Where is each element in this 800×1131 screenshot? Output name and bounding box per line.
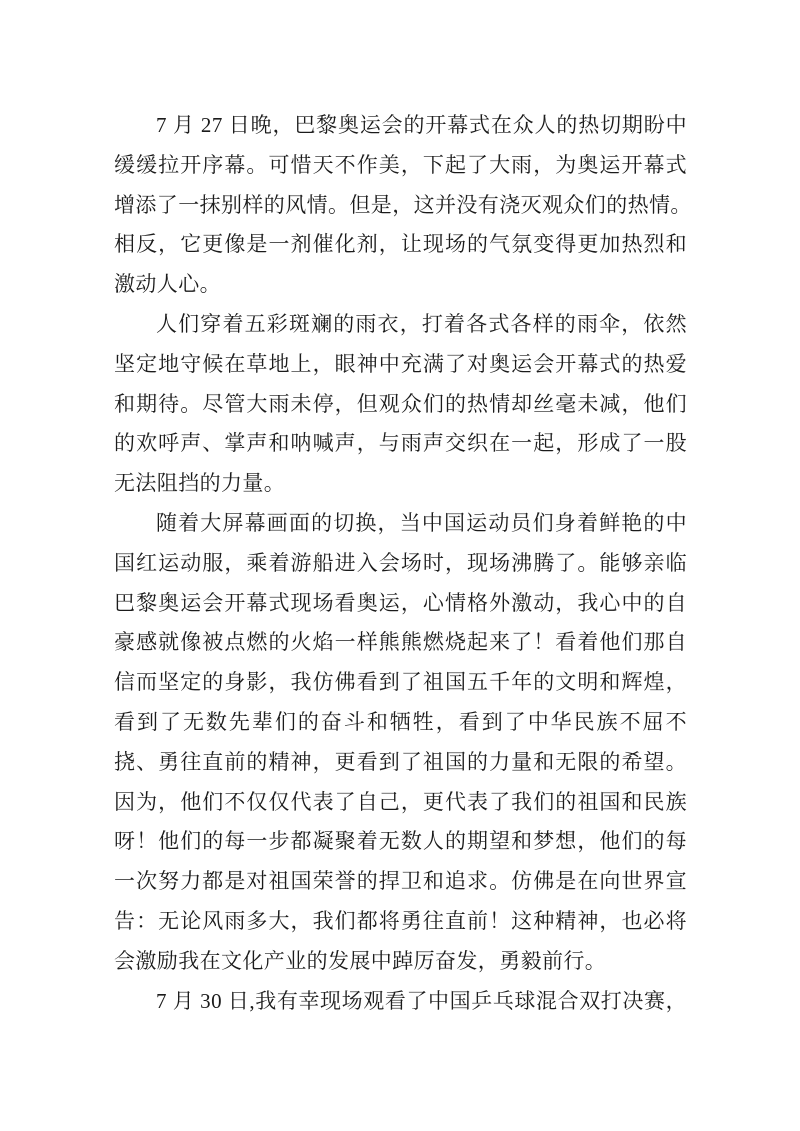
text-line: 和期待。尽管大雨未停，但观众们的热情却丝毫未减，他们	[114, 391, 687, 416]
text-line: 呀！他们的每一步都凝聚着无数人的期望和梦想，他们的每	[114, 829, 687, 854]
paragraph	[114, 982, 687, 1022]
text-line: 缓缓拉开序幕。可惜天不作美，下起了大雨，为奥运开幕式	[114, 152, 687, 177]
text-line: 豪感就像被点燃的火焰一样熊熊燃烧起来了！看着他们那自	[114, 630, 687, 655]
text-line: 会激励我在文化产业的发展中踔厉奋发，勇毅前行。	[114, 948, 607, 973]
text-line: 告：无论风雨多大，我们都将勇往直前！这种精神，也必将	[114, 908, 687, 933]
paragraph	[114, 504, 687, 982]
text-line: 随着大屏幕画面的切换，当中国运动员们身着鲜艳的中	[156, 510, 687, 535]
text-line: 看到了无数先辈们的奋斗和牺牲，看到了中华民族不屈不	[114, 709, 687, 734]
text-line: 国红运动服，乘着游船进入会场时，现场沸腾了。能够亲临	[114, 550, 687, 575]
paragraph	[114, 305, 687, 504]
text-line: 挠、勇往直前的精神，更看到了祖国的力量和无限的希望。	[114, 749, 687, 774]
text-line: 无法阻挡的力量。	[114, 471, 286, 496]
paragraph	[114, 106, 692, 305]
text-line: 7 月 27 日晚，巴黎奥运会的开幕式在众人的热切期盼中	[156, 113, 687, 137]
text-line: 人们穿着五彩斑斓的雨衣，打着各式各样的雨伞，依然	[156, 311, 687, 336]
text-line: 信而坚定的身影，我仿佛看到了祖国五千年的文明和辉煌，	[114, 670, 687, 695]
text-line: 增添了一抹别样的风情。但是，这并没有浇灭观众们的热情。	[114, 192, 692, 217]
text-line: 7 月 30 日,我有幸现场观看了中国乒乓球混合双打决赛，	[156, 988, 687, 1013]
text-line: 坚定地守候在草地上，眼神中充满了对奥运会开幕式的热爱	[114, 351, 687, 376]
document-body	[114, 106, 692, 1021]
text-line: 激动人心。	[114, 272, 221, 297]
text-line: 的欢呼声、掌声和呐喊声，与雨声交织在一起，形成了一股	[114, 431, 687, 456]
text-line: 巴黎奥运会开幕式现场看奥运，心情格外激动，我心中的自	[114, 590, 687, 615]
text-line: 因为，他们不仅仅代表了自己，更代表了我们的祖国和民族	[114, 789, 687, 814]
text-line: 一次努力都是对祖国荣誉的捍卫和追求。仿佛是在向世界宣	[114, 869, 687, 894]
text-line: 相反，它更像是一剂催化剂，让现场的气氛变得更加热烈和	[114, 232, 687, 257]
